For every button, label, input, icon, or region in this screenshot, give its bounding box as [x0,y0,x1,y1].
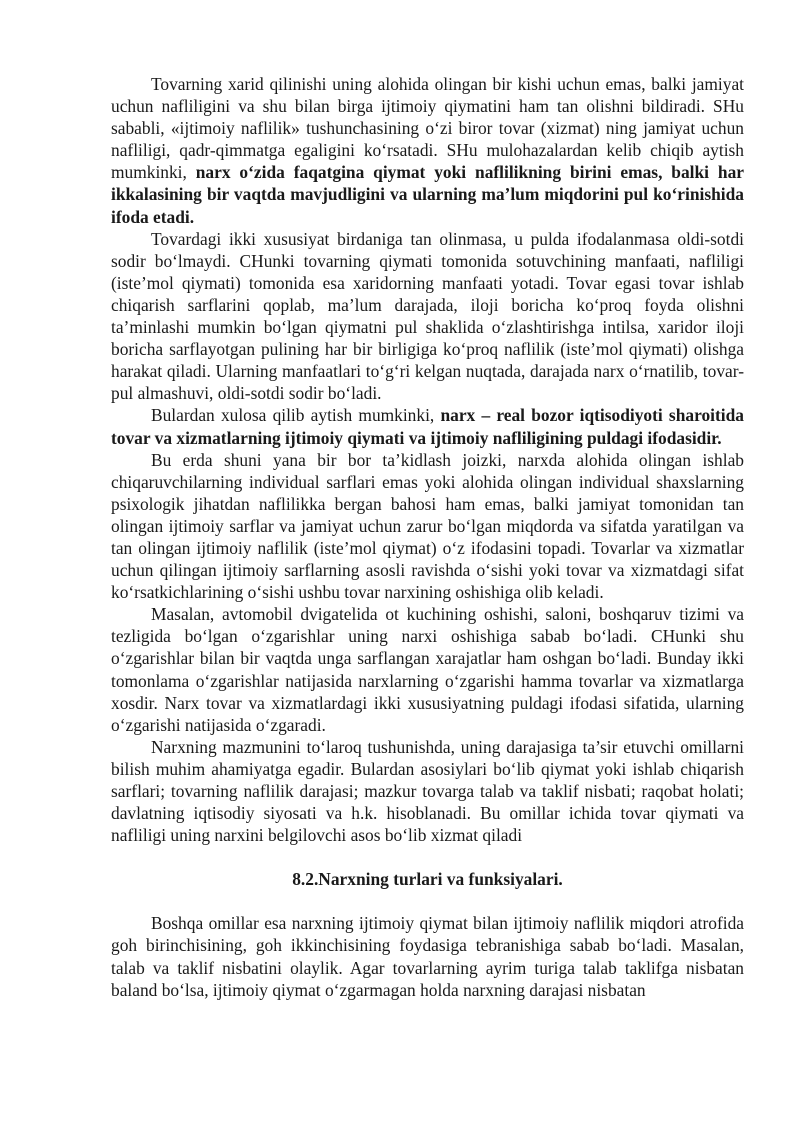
paragraph-5 [111,603,744,736]
paragraph-2-text: Tovardagi ikki xususiyat birdaniga tan olinmasa, u pulda ifodalanmasa oldi-sotdi sodir bo‘lmaydi. CHunki tovarning qiymati tomonida sotuvchining manfaati, nafliligi (iste’mol qiymati) tomonida esa xaridorning manfaati yotadi. Tovar egasi tovar ishlab chiqarish sarflarini qoplab, ma’lum darajada, iloji boricha ko‘proq foyda olishni ta’minlashi mumkin bo‘lgan qiymatni pul shaklida o‘zlashtirishga intilsa, xaridor iloji boricha sarflayotgan pulining har bir birligiga ko‘proq naflilik (iste’mol qiymati) olishga harakat qiladi. Ularning manfaatlari to‘g‘ri kelgan nuqtada, darajada narx o‘rnatilib, tovar-pul almashuvi, oldi-sotdi sodir bo‘ladi. [111,228,744,404]
paragraph-1-bold: narx o‘zida faqatgina qiymat yoki naflilikning birini emas, balki har ikkalasining bir vaqtda mavjudligini va ularning ma’lum miqdorini pul ko‘rinishida ifoda etadi. [111,162,744,227]
paragraph-4-text: Bu erda shuni yana bir bor ta’kidlash joizki, narxda alohida olingan ishlab chiqaruvchilarning individual sarflari emas yoki alohida olingan individual shaxslarning psixologik jihatdan naflilikka bergan bahosi ham emas, balki jamiyat tomonidan tan olingan ijtimoiy sarflar va jamiyat uchun zarur bo‘lgan miqdorda va sifatda yaratilgan va tan olingan ijtimoiy naflilik (iste’mol qiymat) o‘z ifodasini topadi. Tovarlar va xizmatlar uchun qilingan ijtimoiy sarflarning asosli ravishda o‘sishi yoki tovar va xizmatdagi sifat ko‘rsatkichlarining o‘sishi ushbu tovar narxining oshishiga olib keladi. [111,449,744,603]
paragraph-4 [111,449,744,604]
paragraph-1-text: Tovarning xarid qilinishi uning alohida olingan bir kishi uchun emas, balki jamiyat uchun nafliligini va shu bilan birga ijtimoiy qiymatini ham tan olishni bildiradi. SHu sababli, «ijtimoiy naflilik» tushunchasining o‘zi biror tovar (xizmat) ning jamiyat uchun nafliligi, qadr-qimmatga egaligini ko‘rsatadi. SHu mulohazalardan kelib chiqib aytish mumkinki, [111,74,744,183]
paragraph-7: Boshqa omillar esa narxning ijtimoiy qiymat bilan ijtimoiy naflilik miqdori atrofida goh birinchisining, goh ikkinchisining foydasiga tebranishiga sabab bo‘ladi. Masalan, talab va taklif nisbatini olaylik. Agar tovarlarning ayrim turiga talab taklifga nisbatan baland bo‘lsa, ijtimoiy qiymat o‘zgarmagan holda narxning darajasi nisbatan [111,913,744,1000]
paragraph-1 [111,73,744,228]
paragraph-6-text: Narxning mazmunini to‘laroq tushunishda, uning darajasiga ta’sir etuvchi omillarni bilish muhim ahamiyatga egadir. Bulardan asosiylari bo‘lib qiymat yoki ishlab chiqarish sarflari; tovarning naflilik darajasi; mazkur tovarga talab va taklif nisbati; raqobat holati; davlatning iqtisodiy siyosati va h.k. hisoblanadi. Bu omillar ichida tovar qiymati va nafliligi uning narxini belgilovchi asos bo‘lib xizmat qiladi [111,736,744,846]
section-heading: 8.2.Narxning turlari va funksiyalari. [292,869,563,890]
paragraph-5-text: Masalan, avtomobil dvigatelida ot kuchining oshishi, saloni, boshqaruv tizimi va tezligida bo‘lgan o‘zgarishlar uning narxi oshishiga sabab bo‘ladi. CHunki shu o‘zgarishlar bilan bir vaqtda unga sarflangan xarajatlar ham oshgan bo‘ladi. Bunday ikki tomonlama o‘zgarishlar natijasida narxlarning o‘zgarishi hamma tovarlar va xizmatlarga xosdir. Narx tovar va xizmatlardagi ikki xususiyatning puldagi ifodasi sifatida, ularning o‘zgarishi natijasida o‘zgaradi. [111,604,744,735]
paragraph-3-text: Bulardan xulosa qilib aytish mumkinki, [151,405,441,426]
paragraph-3-bold: narx – real bozor iqtisodiyoti sharoitida tovar va xizmatlarning ijtimoiy qiymati va ijtimoiy nafliligining puldagi ifodasidir. [111,405,744,448]
paragraph-3 [111,404,744,448]
paragraph-2 [111,228,744,405]
paragraph-6 [111,736,744,846]
